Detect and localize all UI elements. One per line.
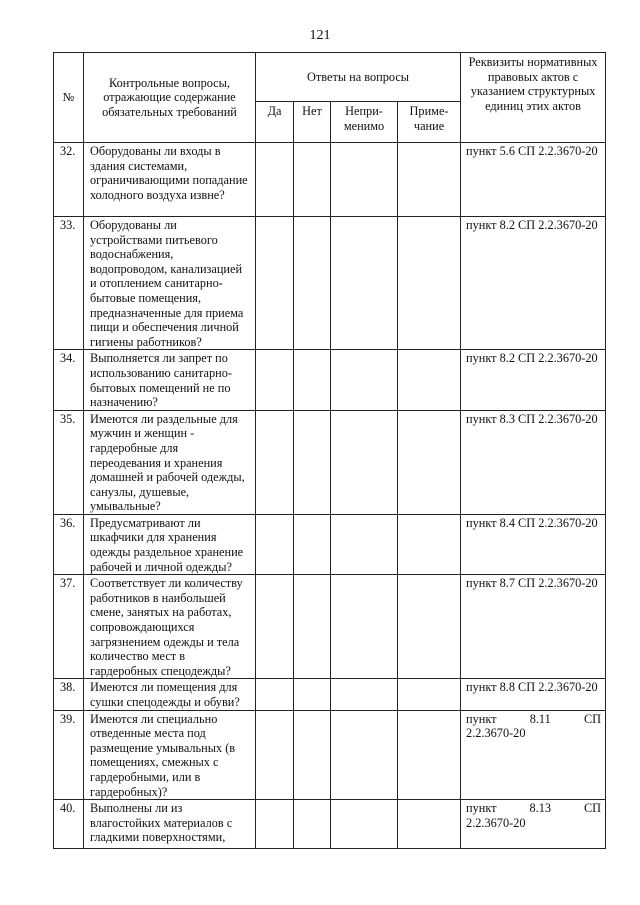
answer-no-cell[interactable] [294,800,331,849]
answer-note-cell[interactable] [398,679,461,710]
row-number: 35. [54,410,84,514]
row-question: Имеются ли раздельные для мужчин и женщин - гардеробные для переодевания и хранения домашней и рабочей одежды, санузлы, душевые, умывальные? [84,410,256,514]
row-question: Оборудованы ли устройствами питьевого водоснабжения, водопроводом, канализацией и отоплением санитарно-бытовые помещения, предназначенные для приема пищи и обеспечения личной гигиены работников? [84,217,256,350]
answer-na-cell[interactable] [331,575,398,679]
answer-note-cell[interactable] [398,217,461,350]
answer-na-cell[interactable] [331,217,398,350]
row-requisites [461,800,606,849]
answer-no-cell[interactable] [294,410,331,514]
answer-yes-cell[interactable] [256,514,294,574]
answer-note-cell[interactable] [398,514,461,574]
table-row [54,514,606,574]
answer-na-cell[interactable] [331,410,398,514]
row-number: 33. [54,217,84,350]
header-requisites: Реквизиты нормативных правовых актов с указанием структурных единиц этих актов [461,53,606,143]
row-requisites: пункт 8.7 СП 2.2.3670-20 [461,575,606,679]
row-question: Выполняется ли запрет по использованию санитарно-бытовых помещений не по назначению? [84,350,256,410]
header-number: № [54,53,84,143]
table-row [54,710,606,800]
ref-clause: 8.11 [529,711,551,726]
answer-no-cell[interactable] [294,710,331,800]
row-requisites: пункт 8.3 СП 2.2.3670-20 [461,410,606,514]
answer-yes-cell[interactable] [256,217,294,350]
row-question: Оборудованы ли входы в здания системами, ограничивающими попадание холодного воздуха извне? [84,143,256,217]
answer-no-cell[interactable] [294,575,331,679]
row-number: 39. [54,710,84,800]
header-row [54,53,606,102]
answer-na-cell[interactable] [331,679,398,710]
table-row [54,575,606,679]
row-number: 32. [54,143,84,217]
row-number: 36. [54,514,84,574]
row-number: 34. [54,350,84,410]
header-no: Нет [294,102,331,143]
header-answers: Ответы на вопросы [256,53,461,102]
answer-yes-cell[interactable] [256,679,294,710]
header-yes: Да [256,102,294,143]
answer-yes-cell[interactable] [256,410,294,514]
answer-no-cell[interactable] [294,143,331,217]
ref-word: пункт [466,711,497,726]
table-row [54,143,606,217]
table-row [54,679,606,710]
header-question: Контрольные вопросы, отражающие содержание обязательных требований [84,53,256,143]
answer-yes-cell[interactable] [256,350,294,410]
row-number: 37. [54,575,84,679]
answer-note-cell[interactable] [398,710,461,800]
table-row [54,217,606,350]
table-row [54,350,606,410]
answer-yes-cell[interactable] [256,575,294,679]
row-requisites [461,710,606,800]
answer-yes-cell[interactable] [256,143,294,217]
answer-na-cell[interactable] [331,514,398,574]
header-not-applicable: Непри- менимо [331,102,398,143]
row-requisites: пункт 8.8 СП 2.2.3670-20 [461,679,606,710]
row-question: Имеются ли помещения для сушки спецодежды и обуви? [84,679,256,710]
row-requisites: пункт 5.6 СП 2.2.3670-20 [461,143,606,217]
answer-na-cell[interactable] [331,350,398,410]
row-number: 40. [54,800,84,849]
ref-code: СП [583,711,602,726]
row-requisites: пункт 8.2 СП 2.2.3670-20 [461,217,606,350]
row-number: 38. [54,679,84,710]
answer-yes-cell[interactable] [256,800,294,849]
answer-yes-cell[interactable] [256,710,294,800]
row-requisites: пункт 8.4 СП 2.2.3670-20 [461,514,606,574]
answer-no-cell[interactable] [294,514,331,574]
answer-note-cell[interactable] [398,575,461,679]
ref-line2: 2.2.3670-20 [466,726,526,741]
answer-note-cell[interactable] [398,143,461,217]
ref-clause: 8.13 [529,801,552,816]
row-requisites: пункт 8.2 СП 2.2.3670-20 [461,350,606,410]
row-question: Выполнены ли из влагостойких материалов с гладкими поверхностями, [84,800,256,849]
table-row [54,410,606,514]
row-question: Имеются ли специально отведенные места под размещение умывальных (в помещениях, смежных с гардеробными, или в гардеробных)? [84,710,256,800]
page-number: 121 [309,28,331,43]
checklist-table [53,52,606,849]
answer-no-cell[interactable] [294,350,331,410]
answer-note-cell[interactable] [398,800,461,849]
ref-word: пункт [466,801,497,816]
answer-no-cell[interactable] [294,679,331,710]
header-note: Приме- чание [398,102,461,143]
ref-line2: 2.2.3670-20 [466,815,526,830]
answer-note-cell[interactable] [398,410,461,514]
row-question: Предусматривают ли шкафчики для хранения одежды раздельное хранение рабочей и личной одежды? [84,514,256,574]
table-row [54,800,606,849]
row-question: Соответствует ли количеству работников в наибольшей смене, занятых на работах, сопровождающихся загрязнением одежды и тела количество мест в гардеробных спецодежды? [84,575,256,679]
answer-na-cell[interactable] [331,800,398,849]
answer-na-cell[interactable] [331,143,398,217]
answer-no-cell[interactable] [294,217,331,350]
answer-na-cell[interactable] [331,710,398,800]
answer-note-cell[interactable] [398,350,461,410]
ref-code: СП [583,801,602,816]
